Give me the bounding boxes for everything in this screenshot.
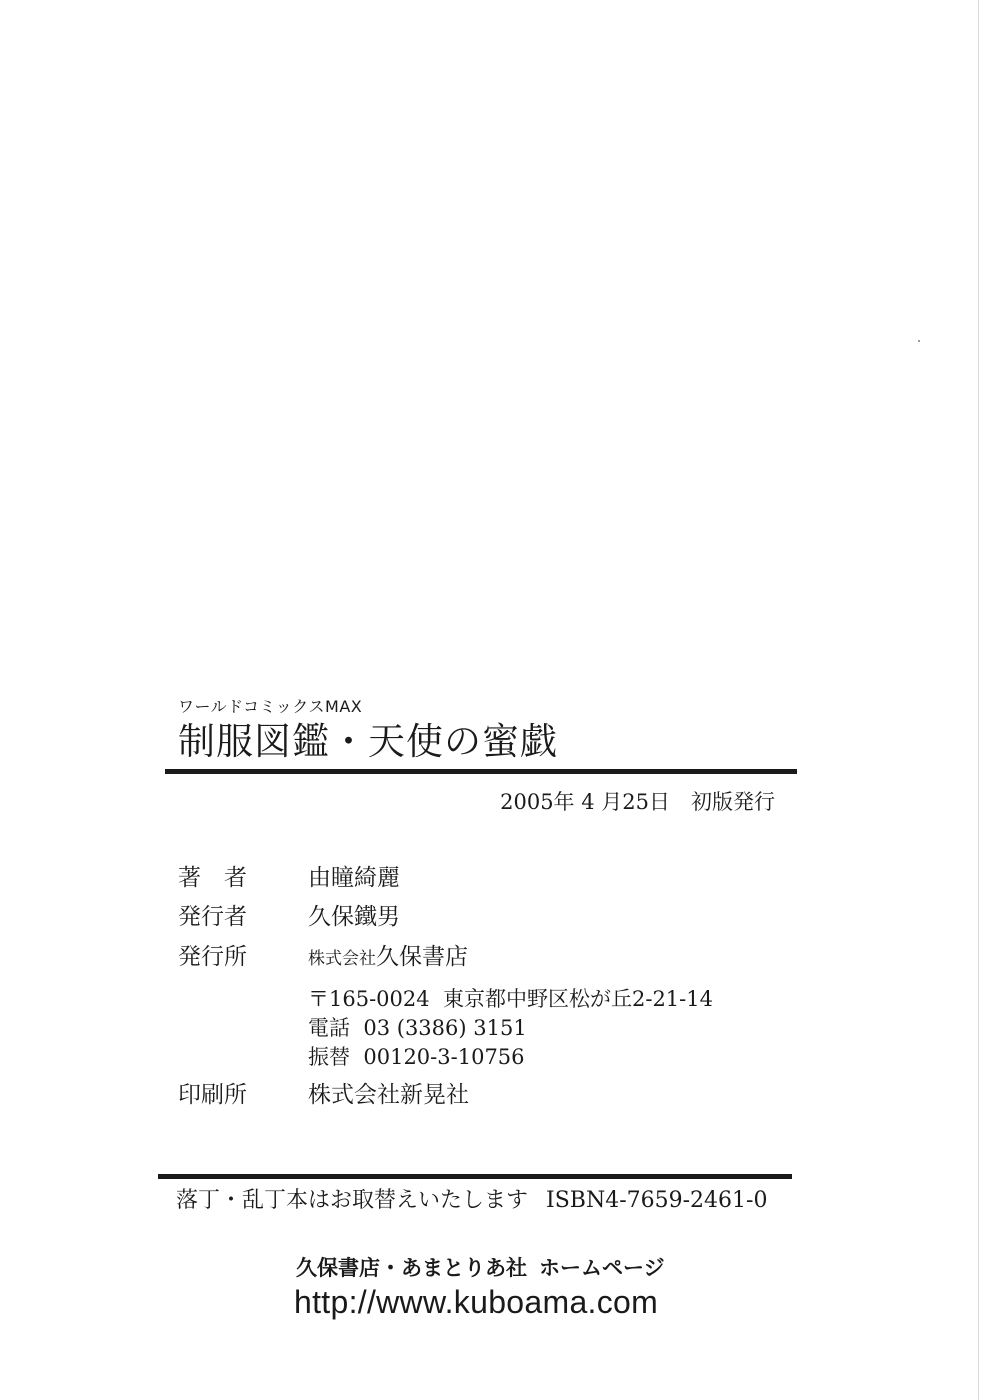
publisher-company-label: 発行所 (178, 944, 247, 970)
bottom-divider (158, 1174, 792, 1179)
phone-number: 03 (3386) 3151 (363, 1016, 527, 1040)
company-prefix: 株式会社 (308, 949, 376, 969)
publication-date: 2005年 4 月25日 初版発行 (500, 790, 775, 814)
replacement-notice: 落丁・乱丁本はお取替えいたします (176, 1188, 529, 1213)
publisher-person-row (178, 901, 400, 933)
homepage-publishers: 久保書店・あまとりあ社 (296, 1256, 527, 1280)
phone-line (308, 1014, 527, 1042)
top-divider (165, 769, 797, 774)
author-name: 由瞳綺麗 (308, 865, 400, 891)
isbn: ISBN4-7659-2461-0 (546, 1188, 768, 1213)
notice-line (176, 1186, 767, 1216)
address-line (308, 985, 713, 1013)
homepage-url: http://www.kuboama.com (294, 1284, 659, 1320)
transfer-account: 00120-3-10756 (363, 1045, 525, 1069)
printer-label: 印刷所 (178, 1082, 247, 1108)
publisher-company-name: 久保書店 (376, 944, 468, 970)
printer-row (178, 1079, 469, 1111)
author-row (178, 862, 400, 894)
transfer-line (308, 1043, 525, 1071)
street-address: 東京都中野区松が丘2-21-14 (442, 987, 713, 1011)
book-title: 制服図鑑・天使の蜜戯 (178, 720, 558, 763)
postal-code: 〒165-0024 (308, 987, 430, 1011)
publisher-person-name: 久保鐵男 (308, 904, 400, 930)
printer-name: 株式会社新晃社 (308, 1082, 469, 1108)
publisher-person-label: 発行者 (178, 904, 247, 930)
homepage-label: ホームページ (539, 1256, 665, 1280)
publisher-company-row (178, 941, 468, 973)
phone-label: 電話 (308, 1016, 350, 1040)
series-name: ワールドコミックスMAX (178, 697, 363, 716)
author-label: 著 者 (178, 865, 247, 891)
transfer-label: 振替 (308, 1045, 350, 1069)
homepage-heading (296, 1252, 665, 1282)
